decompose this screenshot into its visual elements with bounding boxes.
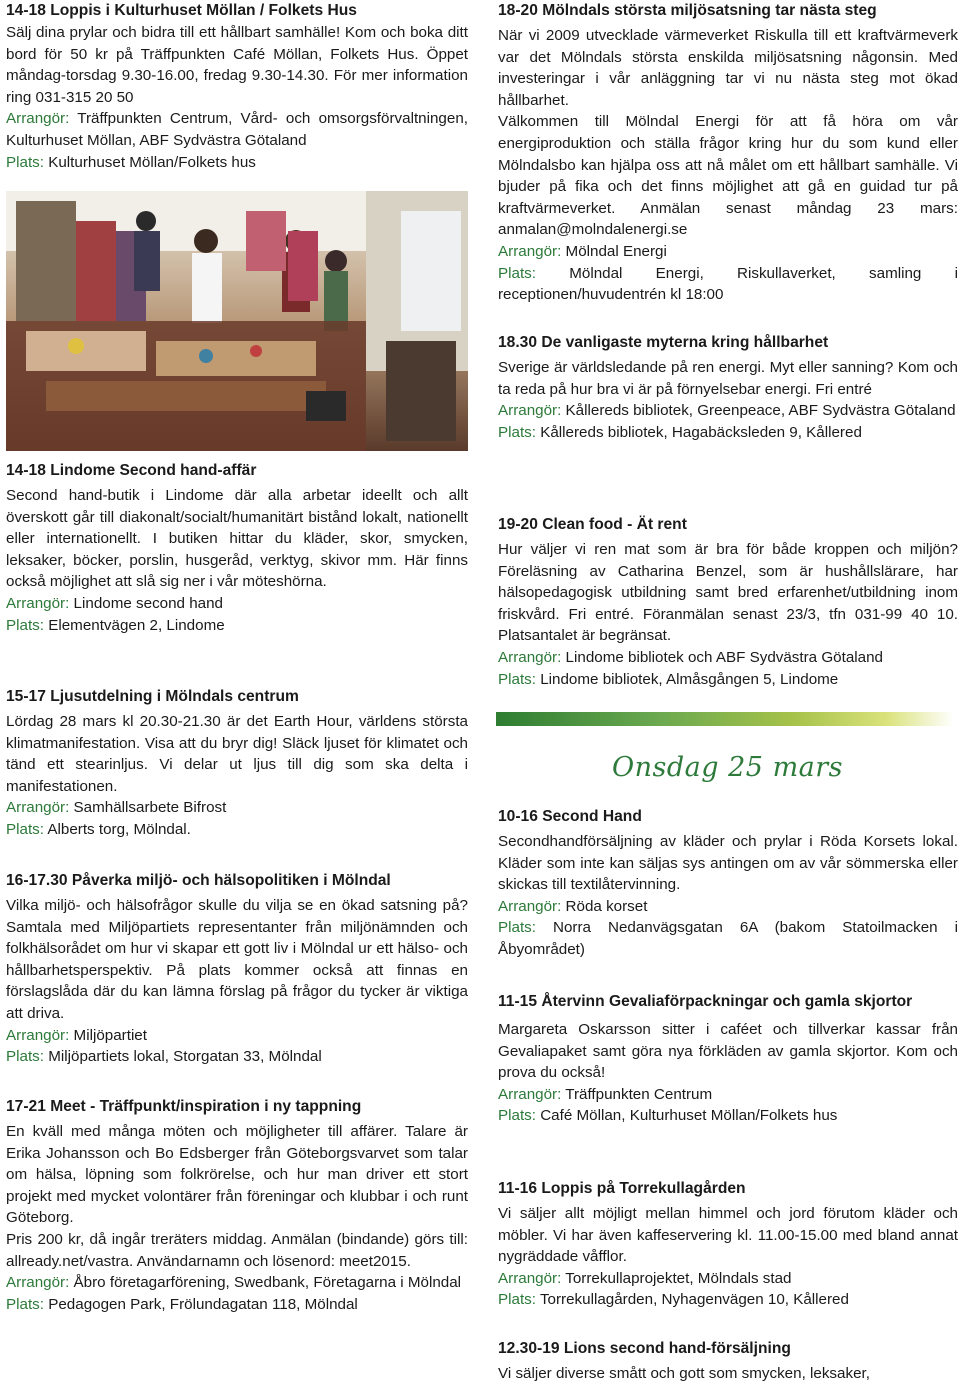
organizer-value: Samhällsarbete Bifrost [73, 799, 227, 817]
organizer-value: Torrekullaprojektet, Mölndals stad [565, 1269, 792, 1287]
event-title: 10-16 Second Hand [498, 808, 642, 825]
event-paverka-miljo [6, 870, 468, 1068]
event-title: 17-21 Meet - Träffpunkt/inspiration i ny tappning [6, 1098, 362, 1115]
market-photo [6, 191, 468, 451]
event-description: När vi 2009 utvecklade värmeverket Riskulla till ett kraftvärmeverk var det Mölndals största enskilda miljösatsning någonsin. Med investeringar i vår anläggning tar vi nu nästa steg mot ökad hållbarhet. [498, 27, 958, 109]
organizer-value: Lindome bibliotek och ABF Sydvästra Götaland [565, 648, 883, 666]
event-description-2: Pris 200 kr, då ingår treräters middag. Anmälan (bindande) görs till: allready.net/vastra. Användarnamn och lösenord: meet2015. [6, 1230, 468, 1270]
event-organizer [498, 647, 958, 669]
event-ljusutdelning [6, 686, 468, 841]
organizer-value: Träffpunkten Centrum, Vård- och omsorgsförvaltningen, Kulturhuset Möllan, ABF Sydvästra Götaland [6, 110, 468, 149]
organizer-label: Arrangör: [498, 648, 562, 666]
event-myter-hallbarhet [498, 332, 958, 443]
event-lindome-second-hand [6, 460, 468, 636]
organizer-value: Åbro företagarförening, Swedbank, Företagarna i Mölndal [73, 1274, 462, 1292]
event-description: Vilka miljö- och hälsofrågor skulle du vilja se en ökad satsning på? Samtala med Miljöpartiets representanter från miljönämnden och folkhälsorådet om hur vi skapar ett gott liv i Mölndal ur ett hälso- och hållbarhetsperspektiv. På plats kommer också att finnas en förslagslåda där du kan lämna förslag på frågor du tycker är viktiga att driva. [6, 897, 468, 1022]
event-place [498, 422, 958, 444]
event-second-hand-roda-korset [498, 806, 958, 961]
place-value: Kållereds bibliotek, Hagabäcksleden 9, Kållered [540, 423, 862, 441]
place-value: Miljöpartiets lokal, Storgatan 33, Mölndal [48, 1048, 322, 1066]
event-atervinn-gevalia [498, 988, 958, 1127]
event-organizer [6, 1025, 468, 1047]
event-description: Margareta Oskarsson sitter i caféet och tillverkar kassar från Gevaliapaket samt göra nya förkläden av gamla skjortor. Kom och prova du också! [498, 1021, 958, 1082]
organizer-label: Arrangör: [498, 1085, 562, 1103]
place-label: Plats: [6, 1048, 44, 1066]
event-organizer [6, 108, 468, 151]
event-title: 14-18 Lindome Second hand-affär [6, 462, 257, 479]
event-description: Secondhandförsäljning av kläder och prylar i Röda Korsets lokal. Kläder som inte kan säljas sys antingen om av vår sömmerska eller skickas till textilåtervinning. [498, 833, 958, 894]
organizer-label: Arrangör: [498, 897, 562, 915]
event-description: Sälj dina prylar och bidra till ett hållbart samhälle! Kom och boka ditt bord för 50 kr på Träffpunkten Café Möllan, Folkets Hus. Öppet måndag-torsdag 9.30-16.00, fredag 9.30-14.30. För mer information ring 031-315 20 50 [6, 24, 468, 106]
place-label: Plats: [498, 423, 536, 441]
event-description: Vi säljer allt möjligt mellan himmel och jord förutom kläder och möbler. Vi har även kaffeservering kl. 11.00-15.00 med bland annat nygräddade våfflor. [498, 1205, 958, 1266]
place-value: Pedagogen Park, Frölundagatan 118, Mölndal [48, 1295, 358, 1313]
market-photo-illustration [6, 191, 468, 451]
organizer-value: Lindome second hand [73, 594, 224, 612]
place-value: Lindome bibliotek, Almåsgången 5, Lindome [540, 670, 839, 688]
event-description: Vi säljer diverse smått och gott som smycken, leksaker, [498, 1365, 870, 1382]
place-value: Torrekullagården, Nyhagenvägen 10, Kållered [539, 1291, 849, 1309]
place-label: Plats: [498, 1291, 536, 1309]
place-label: Plats: [6, 616, 44, 634]
event-place [498, 1289, 958, 1311]
event-molndal-energi [498, 0, 958, 306]
place-value: Kulturhuset Möllan/Folkets hus [48, 153, 256, 171]
day-divider-bar [496, 712, 954, 726]
event-title: 16-17.30 Påverka miljö- och hälsopolitiken i Mölndal [6, 872, 391, 889]
organizer-label: Arrangör: [498, 1269, 562, 1287]
organizer-value: Mölndal Energi [565, 242, 667, 260]
event-title: 15-17 Ljusutdelning i Mölndals centrum [6, 688, 299, 705]
event-place [498, 263, 958, 306]
event-organizer [498, 1084, 958, 1106]
place-label: Plats: [498, 264, 536, 282]
place-value: Café Möllan, Kulturhuset Möllan/Folkets hus [540, 1107, 838, 1125]
organizer-value: Röda korset [565, 897, 648, 915]
event-description: Sverige är världsledande på ren energi. Myt eller sanning? Kom och ta reda på hur bra vi är på förnyelsebar energi. Fri entré [498, 359, 958, 398]
event-organizer [6, 1272, 468, 1294]
place-value: Mölndal Energi, Riskullaverket, samling i receptionen/huvudentrén kl 18:00 [498, 264, 958, 304]
event-organizer [6, 593, 468, 615]
organizer-value: Träffpunkten Centrum [565, 1085, 713, 1103]
place-label: Plats: [6, 820, 44, 838]
place-label: Plats: [6, 153, 44, 171]
organizer-label: Arrangör: [6, 1026, 70, 1044]
place-label: Plats: [6, 1295, 44, 1313]
event-place [6, 1046, 468, 1068]
event-place [498, 917, 958, 960]
event-loppis-kulturhuset [6, 0, 468, 173]
event-title: 14-18 Loppis i Kulturhuset Möllan / Folkets Hus [6, 2, 357, 19]
organizer-value: Miljöpartiet [73, 1026, 147, 1044]
event-title: 19-20 Clean food - Ät rent [498, 516, 687, 533]
event-organizer [498, 241, 958, 263]
event-description: Lördag 28 mars kl 20.30-21.30 är det Earth Hour, världens största klimatmanifestation. Visa att du bryr dig! Släck ljuset för klimatet och tänd ett stearinljus. Vi delar ut ljus till dig som ska delta i manifestationen. [6, 713, 468, 795]
event-clean-food [498, 514, 958, 690]
event-description-2: Välkommen till Mölndal Energi för att få höra om vår energiproduktion och ställa frågor kring hur du som kund eller Mölndalsbo kan hjälpa oss att nå målet om ett hållbart samhälle. Vi bjuder på fika och det finns möjlighet att gå en guidad tur på kraftvärmeverket. Anmälan senast måndag 23 mars: anmalan@molndalenergi.se [498, 113, 958, 239]
event-title: 11-16 Loppis på Torrekullagården [498, 1180, 746, 1197]
organizer-label: Arrangör: [498, 402, 562, 420]
event-description: Hur väljer vi ren mat som är bra för både kroppen och miljön? Föreläsning av Catharina Benzel, som är hushållslärare, har hälsopedagogisk utbildning samt bred erfarenhet/utbildning inom friskvård. Fri entré. Föranmälan senast 23/3, tfn 031-99 40 10. Platsantalet är begränsat. [498, 541, 958, 645]
event-place [6, 615, 468, 637]
organizer-value: Kållereds bibliotek, Greenpeace, ABF Sydvästra Götaland [565, 402, 956, 420]
organizer-label: Arrangör: [6, 799, 70, 817]
place-label: Plats: [498, 1107, 536, 1125]
event-place [498, 669, 958, 691]
event-lions-second-hand [498, 1338, 958, 1385]
event-organizer [498, 896, 958, 918]
event-description: En kväll med många möten och möjligheter till affärer. Talare är Erika Johansson och Bo Edsberger från Göteborgsvarvet som talar om hälsa, löpning som folkrörelse, och hur man driver ett stort projekt med mycket volontärer från föreningar och klubbar i och runt Göteborg. [6, 1123, 468, 1227]
organizer-label: Arrangör: [6, 110, 70, 128]
place-value: Elementvägen 2, Lindome [48, 616, 225, 634]
place-label: Plats: [498, 670, 536, 688]
organizer-label: Arrangör: [6, 594, 70, 612]
event-title: 18-20 Mölndals största miljösatsning tar nästa steg [498, 2, 877, 19]
event-title: 18.30 De vanligaste myterna kring hållbarhet [498, 334, 829, 351]
place-label: Plats: [498, 919, 536, 937]
place-value: Alberts torg, Mölndal. [47, 820, 191, 838]
event-organizer [498, 1268, 958, 1290]
event-place [498, 1105, 958, 1127]
event-loppis-torrekulla [498, 1178, 958, 1311]
event-organizer [498, 400, 958, 422]
event-meet-traffpunkt [6, 1096, 468, 1315]
event-organizer [6, 797, 468, 819]
event-place [6, 1294, 468, 1316]
organizer-label: Arrangör: [6, 1274, 70, 1292]
event-title: 12.30-19 Lions second hand-försäljning [498, 1340, 791, 1357]
organizer-label: Arrangör: [498, 242, 562, 260]
event-place [6, 819, 468, 841]
event-title: 11-15 Återvinn Gevaliaförpackningar och gamla skjortor [498, 993, 913, 1010]
event-place [6, 152, 468, 174]
place-value: Norra Nedanvägsgatan 6A (bakom Statoilmacken i Åbyområdet) [498, 919, 958, 958]
day-heading: Onsdag 25 mars [612, 752, 844, 783]
event-description: Second hand-butik i Lindome där alla arbetar ideellt och allt överskott går till diakonalt/socialt/humanitärt bistånd lokalt, nationellt eller internationellt. I butiken hittar du kläder, skor, smycken, leksaker, böcker, porslin, husgeråd, verktyg, skivor mm. Här finns också möjlighet att slå sig ner i vår möteshörna. [6, 487, 468, 591]
